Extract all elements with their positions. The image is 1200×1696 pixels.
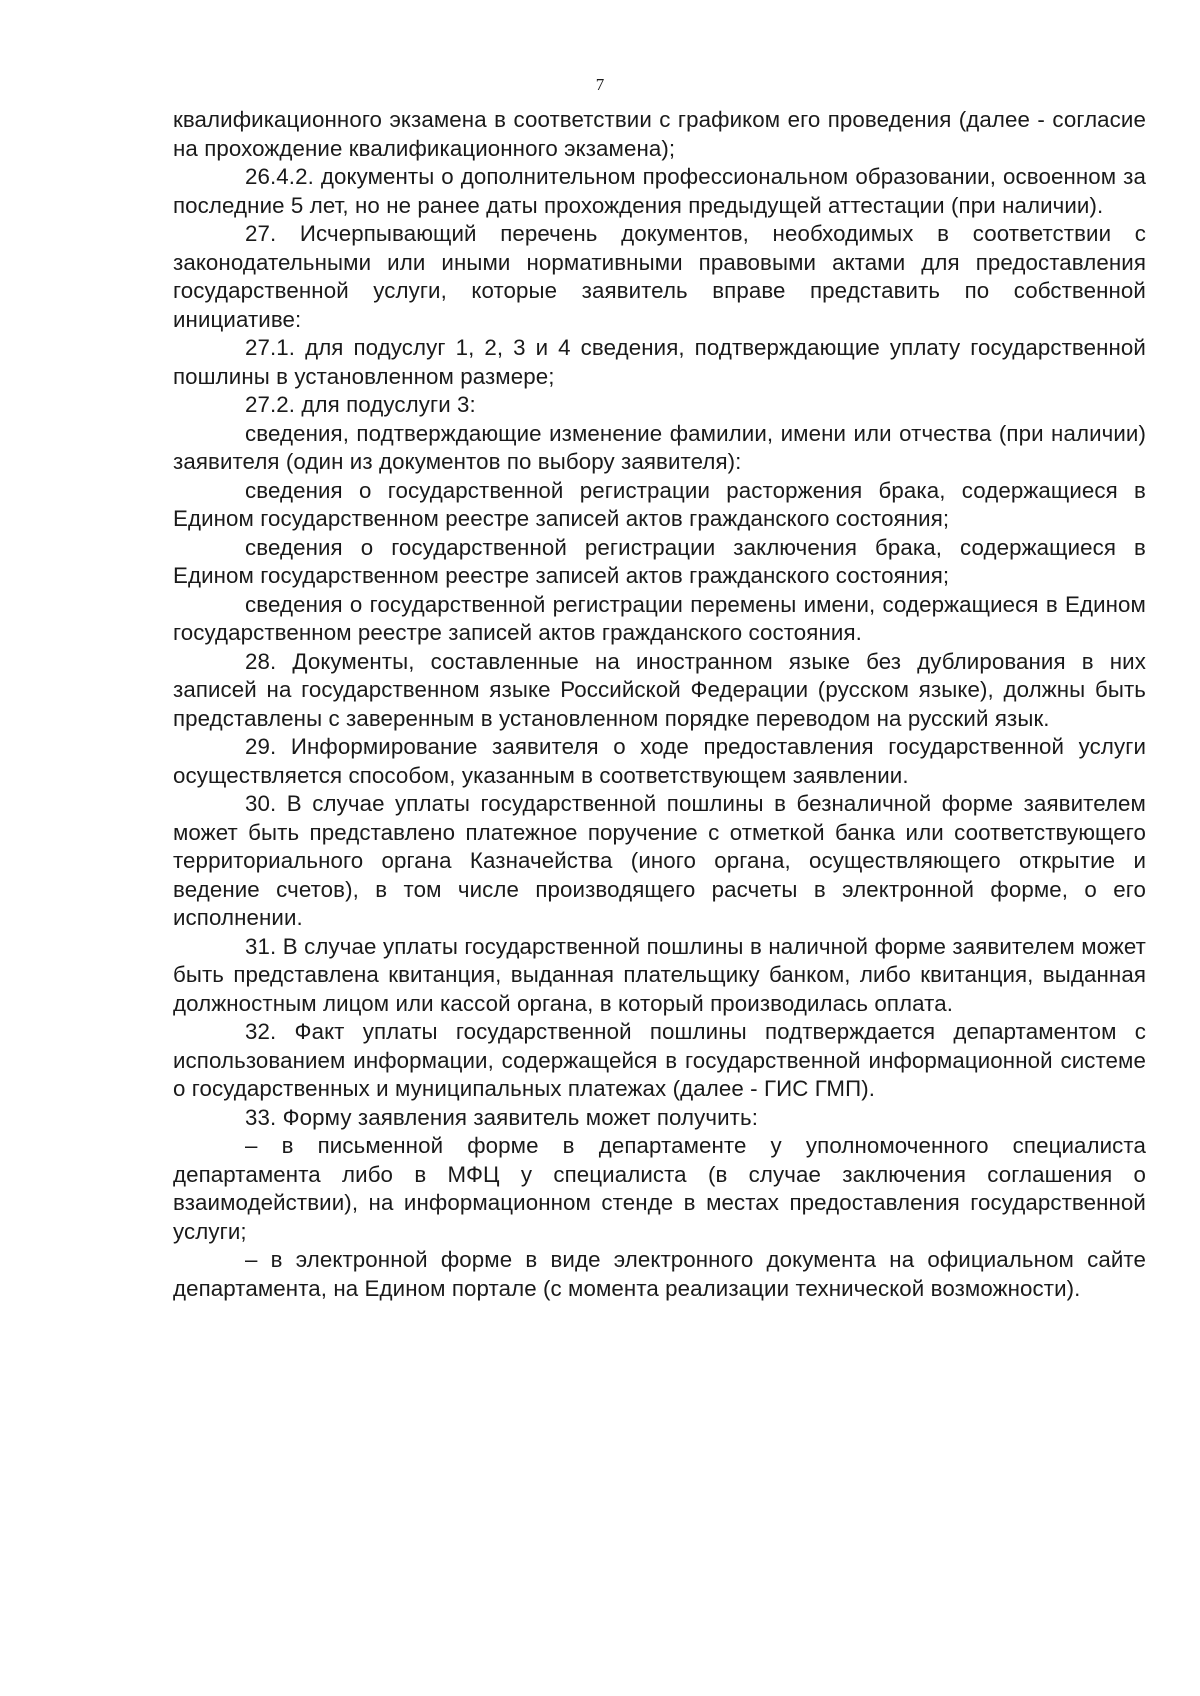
page-number: 7: [595, 75, 605, 94]
paragraph: 27.1. для подуслуг 1, 2, 3 и 4 сведения, подтверждающие уплату государственной пошлины в установленном размере;: [173, 335, 1146, 389]
paragraph: сведения о государственной регистрации заключения брака, содержащиеся в Едином государственном реестре записей актов гражданского состояния;: [173, 534, 1146, 588]
paragraph: сведения, подтверждающие изменение фамилии, имени или отчества (при наличии) заявителя (один из документов по выбору заявителя):: [173, 420, 1146, 474]
paragraph: 31. В случае уплаты государственной пошлины в наличной форме заявителем может быть представлена квитанция, выданная плательщику банком, либо квитанция, выданная должностным лицом или кассой органа, в который производилась оплата.: [173, 933, 1146, 1016]
paragraph: 33. Форму заявления заявитель может получить:: [245, 1104, 758, 1130]
paragraph: сведения о государственной регистрации перемены имени, содержащиеся в Едином государственном реестре записей актов гражданского состояния.: [173, 591, 1146, 645]
paragraph: 28. Документы, составленные на иностранном языке без дублирования в них записей на государственном языке Российской Федерации (русском языке), должны быть представлены с заверенным в установленном порядке переводом на русский язык.: [173, 648, 1146, 731]
list-item: – в письменной форме в департаменте у уполномоченного специалиста департамента либо в МФЦ у специалиста (в случае заключения соглашения о взаимодействии), на информационном стенде в местах предоставления государственной услуги;: [173, 1133, 1146, 1244]
list-item: – в электронной форме в виде электронного документа на официальном сайте департамента, на Едином портале (с момента реализации технической возможности).: [173, 1247, 1146, 1301]
paragraph: квалификационного экзамена в соответствии с графиком его проведения (далее - согласие на прохождение квалификационного экзамена);: [173, 107, 1146, 161]
paragraph: 27.2. для подуслуги 3:: [245, 392, 476, 417]
paragraph: 32. Факт уплаты государственной пошлины подтверждается департаментом с использованием информации, содержащейся в государственной информационной системе о государственных и муниципальных платежах (далее - ГИС ГМП).: [173, 1019, 1146, 1101]
document-body: [173, 106, 1146, 1303]
paragraph: сведения о государственной регистрации расторжения брака, содержащиеся в Едином государственном реестре записей актов гражданского состояния;: [173, 477, 1146, 531]
paragraph: 29. Информирование заявителя о ходе предоставления государственной услуги осуществляется способом, указанным в соответствующем заявлении.: [173, 734, 1146, 788]
paragraph: 30. В случае уплаты государственной пошлины в безналичной форме заявителем может быть представлено платежное поручение с отметкой банка или соответствующего территориального органа Казначейства (иного органа, осуществляющего открытие и ведение счетов), в том числе производящего расчеты в электронной форме, о его исполнении.: [173, 791, 1146, 930]
paragraph: 27. Исчерпывающий перечень документов, необходимых в соответствии с законодательными или иными нормативными правовыми актами для предоставления государственной услуги, которые заявитель вправе представить по собственной инициативе:: [173, 221, 1146, 332]
paragraph: 26.4.2. документы о дополнительном профессиональном образовании, освоенном за последние 5 лет, но не ранее даты прохождения предыдущей аттестации (при наличии).: [173, 164, 1146, 218]
